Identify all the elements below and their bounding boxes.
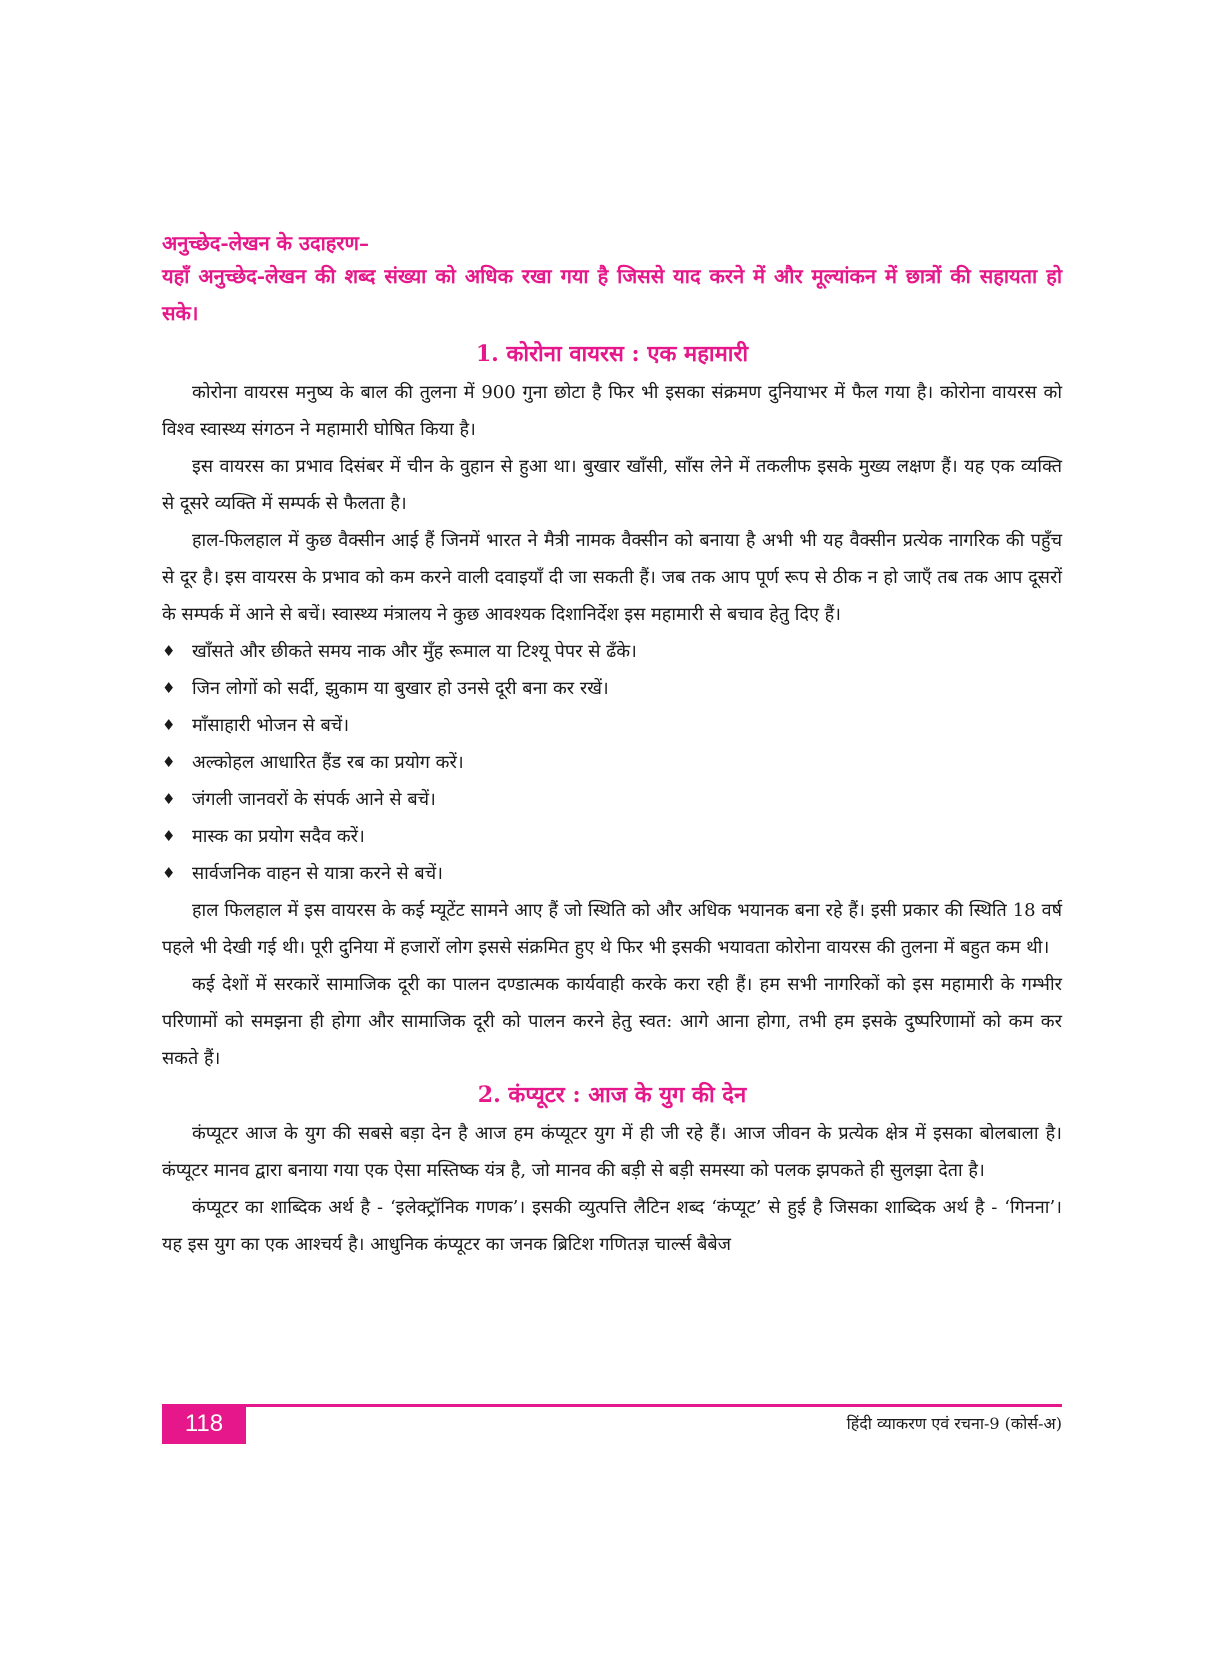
diamond-bullet-icon: ♦ <box>162 753 176 771</box>
section-heading-corona: 1. कोरोना वायरस : एक महामारी <box>475 341 749 367</box>
list-item <box>162 670 1062 707</box>
page-content <box>162 228 1062 1263</box>
diamond-bullet-icon: ♦ <box>162 642 176 660</box>
intro-note: यहाँ अनुच्छेद-लेखन की शब्द संख्या को अधिक रखा गया है जिससे याद करने में और मूल्यांकन में छात्रों की सहायता हो सके। <box>162 264 1062 325</box>
diamond-bullet-icon: ♦ <box>162 790 176 808</box>
section-heading-computer: 2. कंप्यूटर : आज के युग की देन <box>477 1082 747 1108</box>
diamond-bullet-icon: ♦ <box>162 864 176 882</box>
list-item <box>162 707 1062 744</box>
list-item-text: माँसाहारी भोजन से बचें। <box>192 715 350 736</box>
list-item-text: जंगली जानवरों के संपर्क आने से बचें। <box>192 789 436 810</box>
list-item-text: सार्वजनिक वाहन से यात्रा करने से बचें। <box>192 863 443 884</box>
paragraph: कंप्यूटर आज के युग की सबसे बड़ा देन है आज हम कंप्यूटर युग में ही जी रहे हैं। आज जीवन के प्रत्येक क्षेत्र में इसका बोलबाला है। कंप्यूटर मानव द्वारा बनाया गया एक ऐसा मस्तिष्क यंत्र है, जो मानव की बड़ी से बड़ी समस्या को पलक झपकते ही सुलझा देता है। <box>162 1123 1062 1181</box>
intro-title: अनुच्छेद-लेखन के उदाहरण– <box>162 231 370 255</box>
paragraph: कोरोना वायरस मनुष्य के बाल की तुलना में 900 गुना छोटा है फिर भी इसका संक्रमण दुनियाभर में फैल गया है। कोरोना वायरस को विश्व स्वास्थ्य संगठन ने महामारी घोषित किया है। <box>162 382 1062 440</box>
list-item <box>162 744 1062 781</box>
list-item-text: जिन लोगों को सर्दी, झुकाम या बुखार हो उनसे दूरी बना कर रखें। <box>192 678 609 699</box>
list-item <box>162 781 1062 818</box>
list-item-text: मास्क का प्रयोग सदैव करें। <box>192 826 365 847</box>
paragraph: कई देशों में सरकारें सामाजिक दूरी का पालन दण्डात्मक कार्यवाही करके करा रही हैं। हम सभी नागरिकों को इस महामारी के गम्भीर परिणामों को समझना ही होगा और सामाजिक दूरी को पालन करने हेतु स्वत: आगे आना होगा, तभी हम इसके दुष्परिणामों को कम कर सकते हैं। <box>162 974 1062 1069</box>
list-item-text: खाँसते और छीकते समय नाक और मुँह रूमाल या टिश्यू पेपर से ढँके। <box>192 641 637 662</box>
diamond-bullet-icon: ♦ <box>162 827 176 845</box>
page-footer <box>162 1404 1062 1444</box>
precautions-list <box>162 633 1062 892</box>
list-item <box>162 855 1062 892</box>
paragraph: कंप्यूटर का शाब्दिक अर्थ है - ‘इलेक्ट्रॉनिक गणक’। इसकी व्युत्पत्ति लैटिन शब्द ‘कंप्यूट’ से हुई है जिसका शाब्दिक अर्थ है - ‘गिनना’। यह इस युग का एक आश्चर्य है। आधुनिक कंप्यूटर का जनक ब्रिटिश गणितज्ञ चार्ल्स बैबेज <box>162 1197 1062 1255</box>
diamond-bullet-icon: ♦ <box>162 716 176 734</box>
footer-divider <box>162 1404 1062 1407</box>
paragraph: हाल फिलहाल में इस वायरस के कई म्यूटेंट सामने आए हैं जो स्थिति को और अधिक भयानक बना रहे हैं। इसी प्रकार की स्थिति 18 वर्ष पहले भी देखी गई थी। पूरी दुनिया में हजारों लोग इससे संक्रमित हुए थे फिर भी इसकी भयावता कोरोना वायरस की तुलना में बहुत कम थी। <box>162 900 1062 958</box>
paragraph: हाल-फिलहाल में कुछ वैक्सीन आई हैं जिनमें भारत ने मैत्री नामक वैक्सीन को बनाया है अभी भी यह वैक्सीन प्रत्येक नागरिक की पहुँच से दूर है। इस वायरस के प्रभाव को कम करने वाली दवाइयाँ दी जा सकती हैं। जब तक आप पूर्ण रूप से ठीक न हो जाएँ तब तक आप दूसरों के सम्पर्क में आने से बचें। स्वास्थ्य मंत्रालय ने कुछ आवश्यक दिशानिर्देश इस महामारी से बचाव हेतु दिए हैं। <box>162 530 1062 625</box>
book-title: हिंदी व्याकरण एवं रचना-9 (कोर्स-अ) <box>846 1414 1062 1433</box>
page-number: 118 <box>162 1404 246 1444</box>
list-item <box>162 818 1062 855</box>
list-item-text: अल्कोहल आधारित हैंड रब का प्रयोग करें। <box>192 752 464 773</box>
diamond-bullet-icon: ♦ <box>162 679 176 697</box>
paragraph: इस वायरस का प्रभाव दिसंबर में चीन के वुहान से हुआ था। बुखार खाँसी, साँस लेने में तकलीफ इसके मुख्य लक्षण हैं। यह एक व्यक्ति से दूसरे व्यक्ति में सम्पर्क से फैलता है। <box>162 456 1062 514</box>
list-item <box>162 633 1062 670</box>
